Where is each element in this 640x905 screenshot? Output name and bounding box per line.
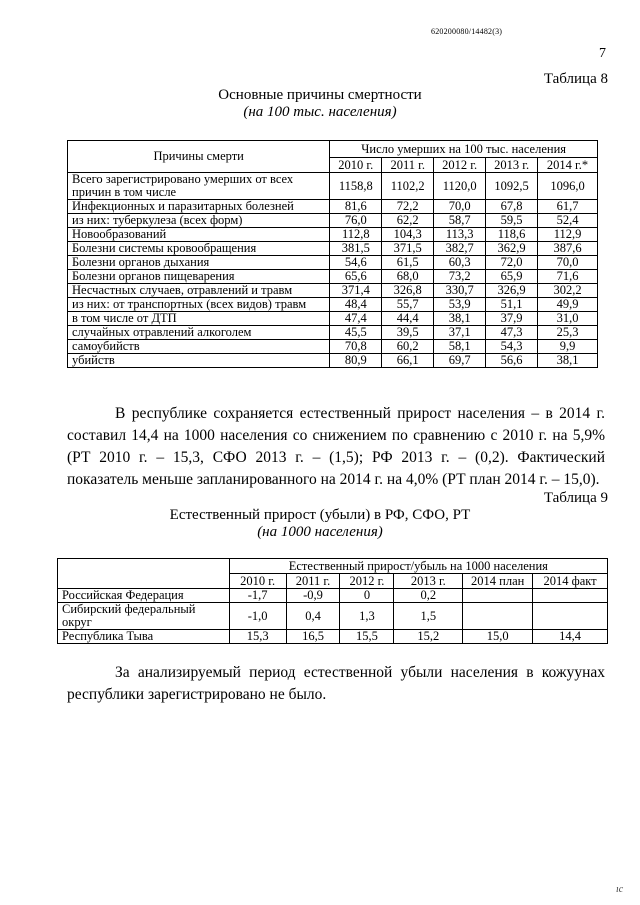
value-cell: 71,6 [538, 270, 598, 284]
table-row [68, 256, 598, 270]
natural-growth-table [57, 558, 608, 644]
table-row [68, 173, 598, 200]
value-cell: 73,2 [434, 270, 486, 284]
value-cell: 38,1 [434, 312, 486, 326]
table-row [68, 326, 598, 340]
value-cell: 1158,8 [330, 173, 382, 200]
table8-label: Таблица 8 [543, 71, 608, 87]
value-cell: 326,9 [486, 284, 538, 298]
value-cell: 0 [340, 589, 394, 603]
cause-cell: убийств [68, 354, 330, 368]
value-cell: 61,7 [538, 200, 598, 214]
value-cell: 371,5 [382, 242, 434, 256]
value-cell: 47,3 [486, 326, 538, 340]
table-row [68, 200, 598, 214]
table-row [68, 228, 598, 242]
cause-column-header: Причины смерти [68, 141, 330, 173]
table-row [68, 312, 598, 326]
year-header: 2010 г. [229, 574, 286, 589]
cause-cell: из них: туберкулеза (всех форм) [68, 214, 330, 228]
value-cell [463, 589, 533, 603]
year-header: 2013 г. [486, 158, 538, 173]
table-row [68, 270, 598, 284]
value-cell: 371,4 [330, 284, 382, 298]
page-number: 7 [599, 46, 606, 61]
natural-growth-paragraph: В республике сохраняется естественный прирост населения – в 2014 г. составил 14,4 на 1000 населения со снижением по сравнению с 2010 г. на 5,9% (РТ 2010 г. – 15,3, СФО 2013 г. – (1,5); РФ 2013 г. – (0,2). Фактический показатель меньше запланированного на 2014 г. на 4,0% (РТ план 2014 г. – 15,0). [67, 405, 605, 488]
value-cell: 76,0 [330, 214, 382, 228]
value-cell: 112,8 [330, 228, 382, 242]
value-cell: 60,3 [434, 256, 486, 270]
table-row [68, 298, 598, 312]
value-cell: 67,8 [486, 200, 538, 214]
no-decline-paragraph: За анализируемый период естественной убыли населения в кожуунах республики зарегистрировано не было. [67, 664, 605, 703]
value-cell: 37,9 [486, 312, 538, 326]
value-cell: 80,9 [330, 354, 382, 368]
value-cell: 302,2 [538, 284, 598, 298]
value-cell: 58,7 [434, 214, 486, 228]
value-cell: 15,2 [394, 630, 463, 644]
cause-cell: Инфекционных и паразитарных болезней [68, 200, 330, 214]
value-cell: 118,6 [486, 228, 538, 242]
value-cell: 68,0 [382, 270, 434, 284]
cause-cell: в том числе от ДТП [68, 312, 330, 326]
table-row [58, 630, 608, 644]
value-cell: 65,9 [486, 270, 538, 284]
value-cell: 60,2 [382, 340, 434, 354]
cause-cell: Несчастных случаев, отравлений и травм [68, 284, 330, 298]
cause-cell: Всего зарегистрировано умерших от всех причин в том числе [68, 173, 330, 200]
value-cell: 0,2 [394, 589, 463, 603]
value-cell: 66,1 [382, 354, 434, 368]
table8-subtitle: (на 100 тыс. населения) [243, 104, 397, 120]
value-cell: 54,6 [330, 256, 382, 270]
value-cell [533, 603, 608, 630]
value-cell: 48,4 [330, 298, 382, 312]
table-row [68, 284, 598, 298]
table-row [68, 214, 598, 228]
corner-mark: ıc [616, 884, 624, 895]
year-header: 2012 г. [340, 574, 394, 589]
value-cell: 104,3 [382, 228, 434, 242]
value-cell: 387,6 [538, 242, 598, 256]
table-row [68, 340, 598, 354]
year-header: 2012 г. [434, 158, 486, 173]
cause-cell: Болезни системы кровообращения [68, 242, 330, 256]
table-row [58, 603, 608, 630]
region-cell: Республика Тыва [58, 630, 230, 644]
value-cell: 16,5 [286, 630, 340, 644]
year-header: 2014 план [463, 574, 533, 589]
value-cell: 69,7 [434, 354, 486, 368]
region-column-header [58, 559, 230, 589]
value-cell: 37,1 [434, 326, 486, 340]
table8-title: Основные причины смертности [218, 87, 422, 103]
value-cell: 81,6 [330, 200, 382, 214]
value-cell: 47,4 [330, 312, 382, 326]
value-cell: 330,7 [434, 284, 486, 298]
cause-cell: из них: от транспортных (всех видов) травм [68, 298, 330, 312]
value-cell: 61,5 [382, 256, 434, 270]
value-cell: 113,3 [434, 228, 486, 242]
value-cell: 9,9 [538, 340, 598, 354]
value-cell: 25,3 [538, 326, 598, 340]
year-header: 2014 факт [533, 574, 608, 589]
value-cell: 56,6 [486, 354, 538, 368]
year-header: 2011 г. [286, 574, 340, 589]
year-header: 2014 г.* [538, 158, 598, 173]
value-cell: 70,8 [330, 340, 382, 354]
value-cell: 382,7 [434, 242, 486, 256]
value-cell: -1,0 [229, 603, 286, 630]
value-cell: -0,9 [286, 589, 340, 603]
value-cell: 44,4 [382, 312, 434, 326]
value-cell: 1092,5 [486, 173, 538, 200]
value-cell: 65,6 [330, 270, 382, 284]
value-cell: 112,9 [538, 228, 598, 242]
value-cell: 72,0 [486, 256, 538, 270]
value-cell: 1,3 [340, 603, 394, 630]
value-cell: 15,3 [229, 630, 286, 644]
table9-label: Таблица 9 [543, 490, 608, 506]
value-cell: 58,1 [434, 340, 486, 354]
year-header: 2010 г. [330, 158, 382, 173]
value-cell: 381,5 [330, 242, 382, 256]
value-cell: 15,5 [340, 630, 394, 644]
value-cell: 326,8 [382, 284, 434, 298]
value-cell [463, 603, 533, 630]
value-cell: 0,4 [286, 603, 340, 630]
table-row [68, 242, 598, 256]
value-cell: 1,5 [394, 603, 463, 630]
value-cell: 39,5 [382, 326, 434, 340]
value-cell: 15,0 [463, 630, 533, 644]
growth-group-header: Естественный прирост/убыль на 1000 населения [229, 559, 607, 574]
year-header: 2013 г. [394, 574, 463, 589]
mortality-causes-table [67, 140, 598, 368]
deaths-group-header: Число умерших на 100 тыс. населения [330, 141, 598, 158]
cause-cell: самоубийств [68, 340, 330, 354]
value-cell: 1120,0 [434, 173, 486, 200]
value-cell: 62,2 [382, 214, 434, 228]
value-cell: 31,0 [538, 312, 598, 326]
value-cell: 14,4 [533, 630, 608, 644]
value-cell: 52,4 [538, 214, 598, 228]
value-cell: 70,0 [538, 256, 598, 270]
value-cell [533, 589, 608, 603]
value-cell: 1102,2 [382, 173, 434, 200]
cause-cell: случайных отравлений алкоголем [68, 326, 330, 340]
table-row [68, 354, 598, 368]
document-code: 620200080/14482(3) [431, 27, 503, 36]
value-cell: 45,5 [330, 326, 382, 340]
value-cell: 70,0 [434, 200, 486, 214]
value-cell: 53,9 [434, 298, 486, 312]
cause-cell: Болезни органов пищеварения [68, 270, 330, 284]
value-cell: -1,7 [229, 589, 286, 603]
cause-cell: Болезни органов дыхания [68, 256, 330, 270]
region-cell: Российская Федерация [58, 589, 230, 603]
value-cell: 72,2 [382, 200, 434, 214]
cause-cell: Новообразований [68, 228, 330, 242]
value-cell: 38,1 [538, 354, 598, 368]
value-cell: 54,3 [486, 340, 538, 354]
table-row [58, 589, 608, 603]
table9-subtitle: (на 1000 населения) [257, 524, 383, 540]
value-cell: 59,5 [486, 214, 538, 228]
value-cell: 1096,0 [538, 173, 598, 200]
year-header: 2011 г. [382, 158, 434, 173]
table9-title: Естественный прирост (убыли) в РФ, СФО, РТ [169, 507, 471, 523]
region-cell: Сибирский федеральный округ [58, 603, 230, 630]
value-cell: 49,9 [538, 298, 598, 312]
value-cell: 51,1 [486, 298, 538, 312]
value-cell: 362,9 [486, 242, 538, 256]
value-cell: 55,7 [382, 298, 434, 312]
